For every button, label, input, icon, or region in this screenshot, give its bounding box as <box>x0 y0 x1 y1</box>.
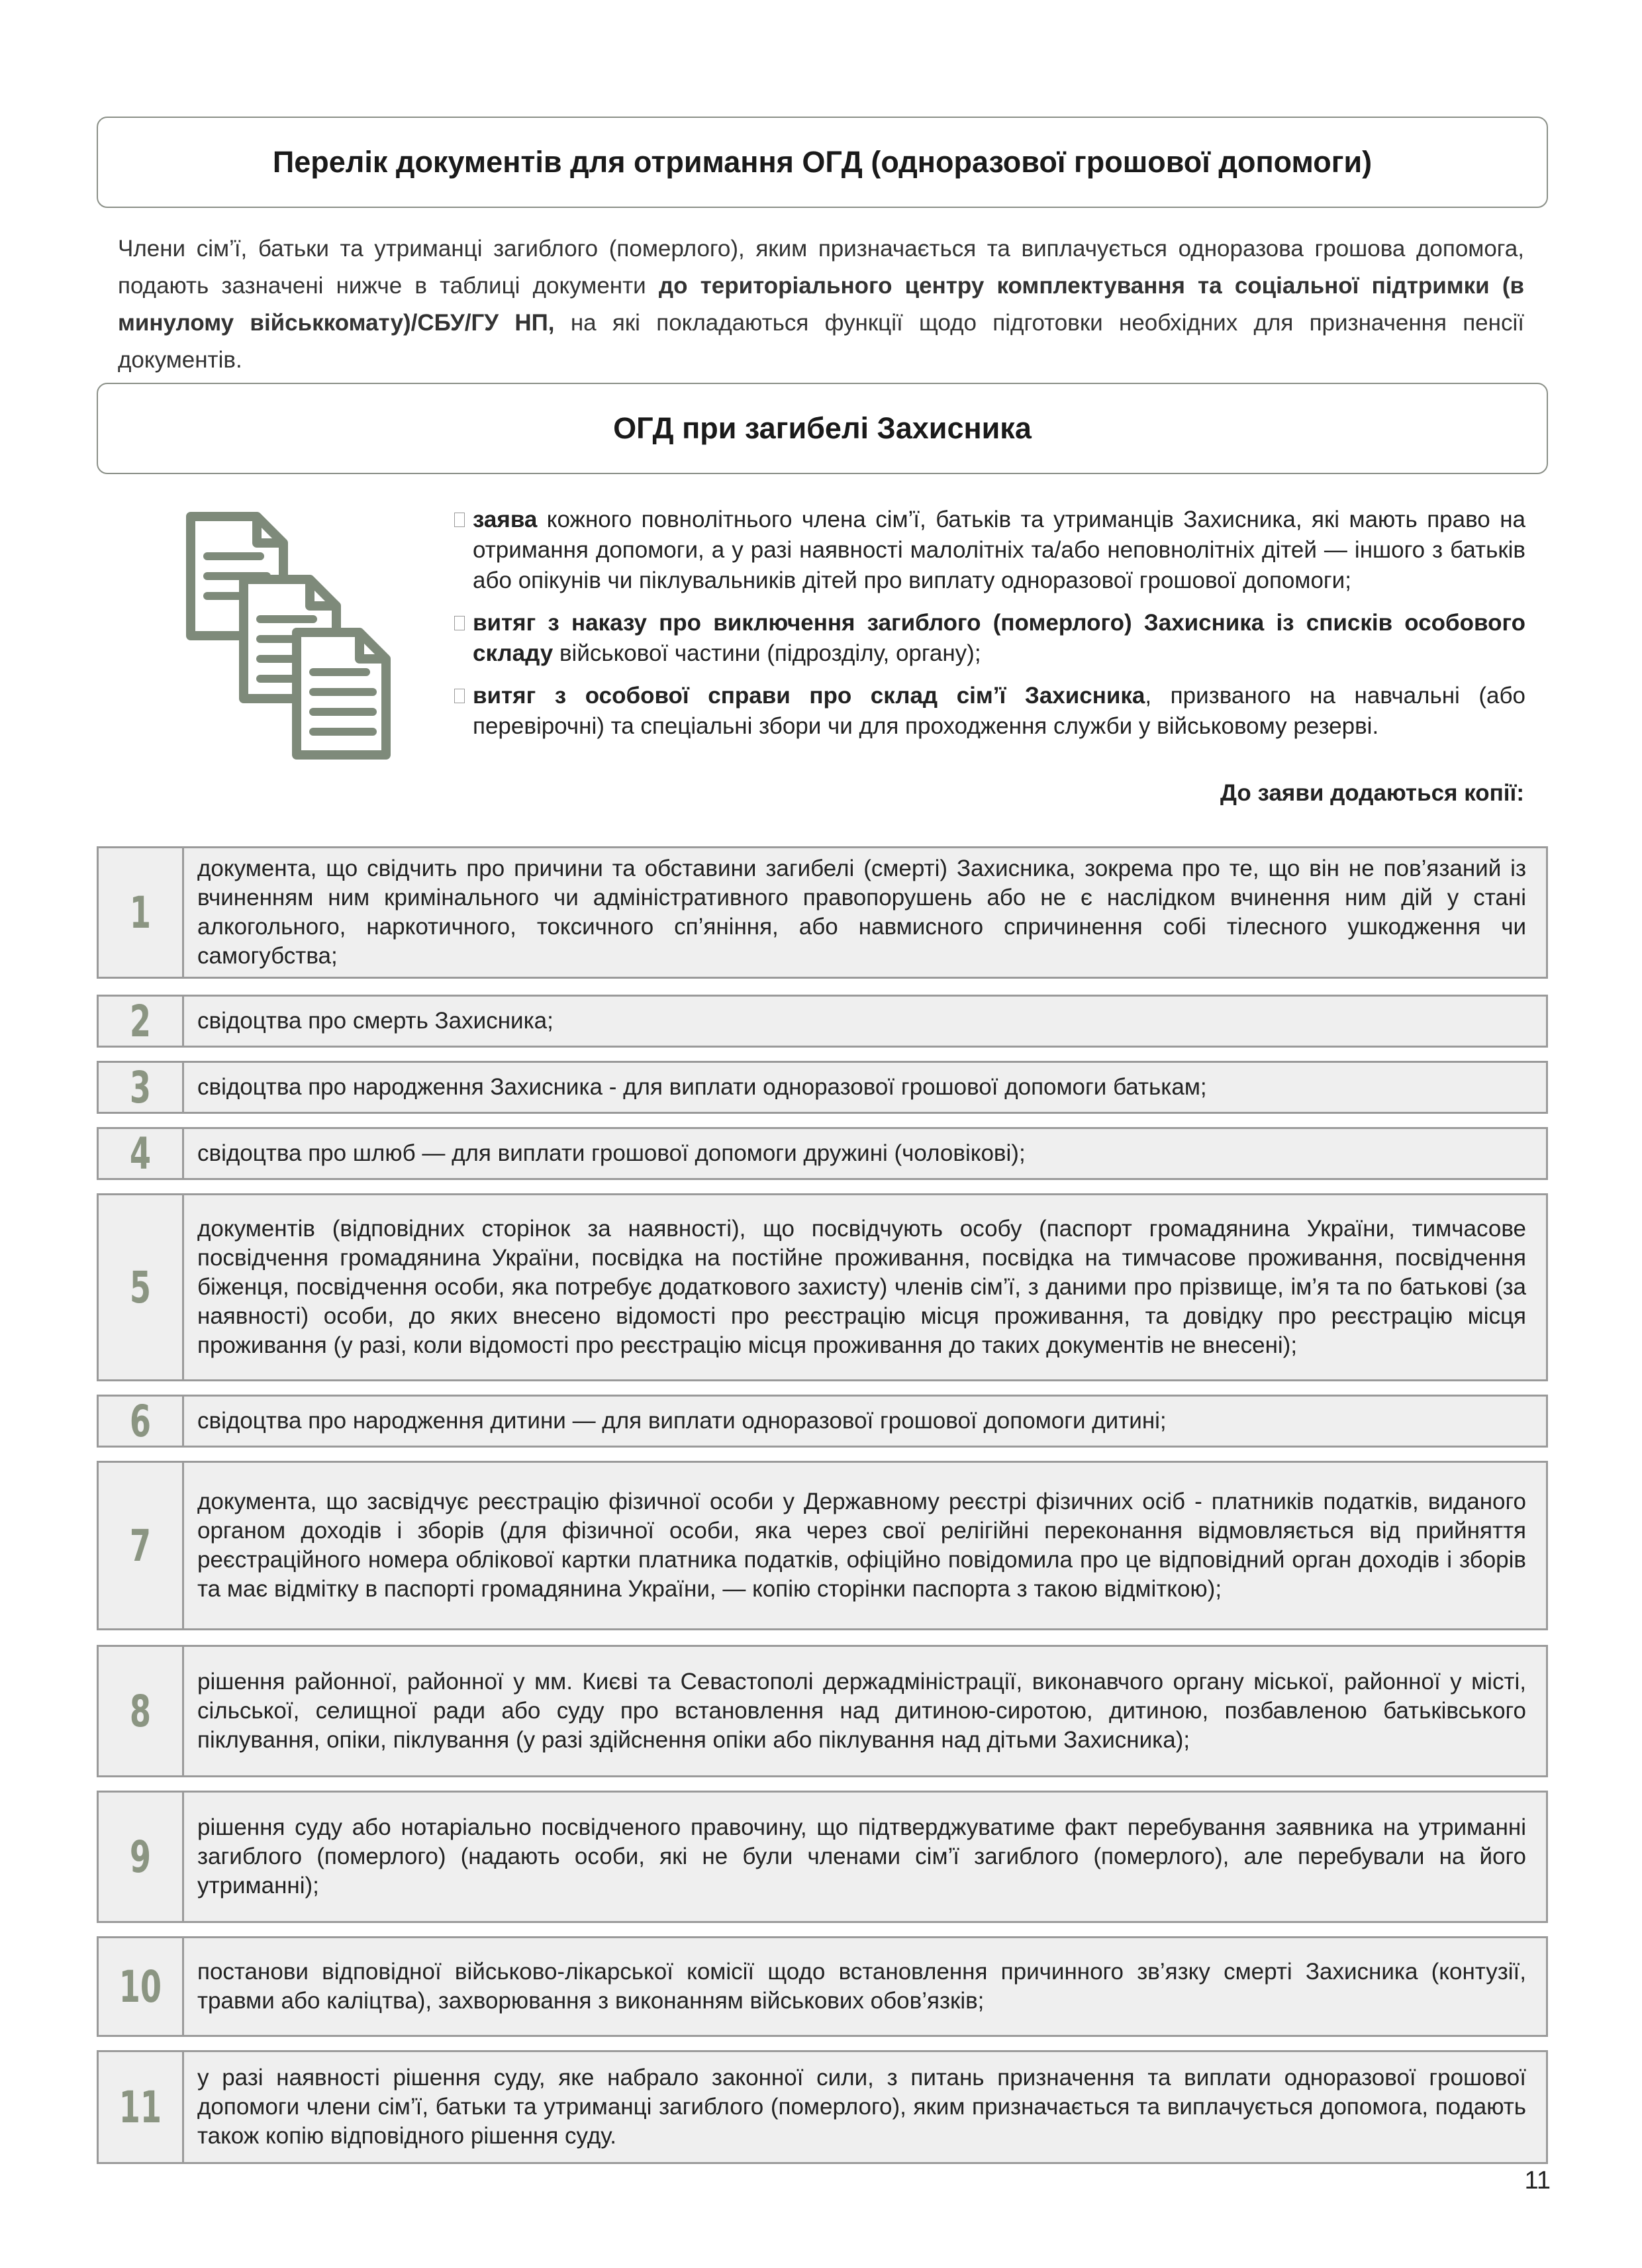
row-text <box>184 1397 1546 1446</box>
row-number-cell <box>99 1129 184 1178</box>
row-text-content: свідоцтва про шлюб — для виплати грошової допомоги дружині (чоловікові); <box>197 1140 1026 1166</box>
row-number: 8 <box>129 1685 152 1737</box>
table-row <box>97 995 1548 1048</box>
table-row <box>97 1193 1548 1381</box>
intro-text-bold: до територіального центру комплектування та соціальної підтримки (в минулому військкомату)/СБУ/ГУ НП, <box>118 273 1524 336</box>
bullet-text: , призваного на навчальні (або перевірочні) та спеціальні збори чи для проходження служби у військовому резерві. <box>473 683 1526 739</box>
row-text-content: рішення районної, районної у мм. Києві та Севастополі держадміністрації, виконавчого органу міської, районної у місті, сільської, селищної ради або суду про встановлення над дитиною-сиротою, дитиною, позбавленою батьківського піклування, опіки, піклування (у разі здійснення опіки або піклування над дітьми Захисника); <box>197 1669 1526 1753</box>
row-number: 5 <box>129 1261 152 1313</box>
table-row <box>97 1461 1548 1630</box>
table-row <box>97 1061 1548 1114</box>
table-row <box>97 1791 1548 1923</box>
table-row <box>97 1395 1548 1448</box>
row-number: 11 <box>119 2081 162 2133</box>
row-number-cell <box>99 1647 184 1775</box>
row-text <box>184 1063 1546 1112</box>
bullet-bold: витяг з особової справи про склад сім’ї Захисника <box>473 683 1145 709</box>
row-text <box>184 1793 1546 1921</box>
title-box <box>97 117 1548 208</box>
row-text <box>184 1195 1546 1379</box>
section-title: ОГД при загибелі Захисника <box>613 411 1032 445</box>
row-text-content: документів (відповідних сторінок за наявності), що посвідчують особу (паспорт громадянина України, тимчасове посвідчення громадянина України, посвідка на постійне проживання, посвідка на тимчасове проживання, посвідчення біженця, посвідчення особи, яка потребує додаткового захисту) членів сім’ї, з даними про прізвище, ім’я та по батькові (за наявності) особи, до яких внесено відомості про реєстрацію місця проживання, та довідку про реєстрацію місця проживання (у разі, коли відомості про реєстрацію місця проживання до таких документів не внесені); <box>197 1216 1526 1358</box>
row-number: 1 <box>129 887 152 938</box>
bullet-bold: заява <box>473 507 538 532</box>
copies-note: До заяви додаються копії: <box>1220 780 1524 806</box>
row-text <box>184 848 1546 977</box>
intro-text-after: на які покладаються функції щодо підготовки необхідних для призначення пенсії документів. <box>118 310 1524 373</box>
row-number-cell <box>99 848 184 977</box>
intro-text-before: Члени сім’ї, батьки та утриманці загиблого (померлого), яким призначається та виплачується одноразова грошова допомога, подають зазначені нижче в таблиці документи <box>118 236 1524 299</box>
bullet-text: військової частини (підрозділу, органу); <box>553 640 981 666</box>
row-number: 7 <box>129 1520 152 1571</box>
row-text <box>184 1938 1546 2035</box>
requirements-list <box>454 505 1525 754</box>
row-number-cell <box>99 1195 184 1379</box>
row-number-cell <box>99 2052 184 2162</box>
documents-icon <box>184 510 396 762</box>
row-text <box>184 997 1546 1046</box>
table-row <box>97 2050 1548 2164</box>
bullet-box-icon <box>454 689 465 703</box>
row-text <box>184 1129 1546 1178</box>
row-number-cell <box>99 1463 184 1628</box>
page-title: Перелік документів для отримання ОГД (одноразової грошової допомоги) <box>272 145 1373 179</box>
row-number: 6 <box>129 1397 152 1446</box>
row-text-content: документа, що засвідчує реєстрацію фізичної особи у Державному реєстрі фізичних осіб - платників податків, виданого органом доходів і зборів (для фізичної особи, яка через свої релігійні переконання відмовляється від прийняття реєстраційного номера облікової картки платника податків, офіційно повідомила про це відповідний орган доходів і зборів та має відмітку в паспорті громадянина України, — копію сторінки паспорта з такою відміткою); <box>197 1489 1526 1602</box>
row-text-content: свідоцтва про народження дитини — для виплати одноразової грошової допомоги дитині; <box>197 1408 1167 1434</box>
row-number-cell <box>99 1793 184 1921</box>
row-number: 9 <box>129 1831 152 1883</box>
row-number-cell <box>99 997 184 1046</box>
bullet-text: кожного повнолітнього члена сім’ї, батьків та утриманців Захисника, які мають право на отримання допомоги, а у разі наявності малолітніх та/або неповнолітніх дітей — іншого з батьків або опікунів чи піклувальників дітей про виплату одноразової грошової допомоги; <box>473 507 1525 593</box>
list-item <box>454 505 1525 596</box>
row-text-content: рішення суду або нотаріально посвідченого правочину, що підтверджуватиме факт перебування заявника на утриманні загиблого (померлого) (надають особи, які не були членами сім’ї загиблого (померлого), але перебували на його утриманні); <box>197 1814 1526 1898</box>
row-text <box>184 2052 1546 2162</box>
section-title-box <box>97 383 1548 474</box>
page-number: 11 <box>1524 2167 1551 2194</box>
row-number: 4 <box>129 1129 152 1178</box>
table-row <box>97 1645 1548 1777</box>
list-item <box>454 681 1525 742</box>
intro-paragraph <box>118 230 1524 379</box>
row-text <box>184 1463 1546 1628</box>
row-text-content: свідоцтва про смерть Захисника; <box>197 1008 554 1034</box>
row-text <box>184 1647 1546 1775</box>
bullet-box-icon <box>454 513 465 527</box>
table-row <box>97 1127 1548 1180</box>
row-number-cell <box>99 1397 184 1446</box>
table-row <box>97 846 1548 979</box>
row-number: 2 <box>129 997 152 1046</box>
row-number-cell <box>99 1063 184 1112</box>
bullet-box-icon <box>454 616 465 630</box>
row-text-content: документа, що свідчить про причини та обставини загибелі (смерті) Захисника, зокрема про те, що він не пов’язаний із вчиненням ним кримінального чи адміністративного правопорушень або не є наслідком вчинення ним дій у стані алкогольного, наркотичного, токсичного сп’яніння, або навмисного спричинення собі тілесного ушкодження чи самогубства; <box>197 856 1526 969</box>
table-row <box>97 1936 1548 2037</box>
row-number-cell <box>99 1938 184 2035</box>
row-number: 3 <box>129 1063 152 1112</box>
row-number: 10 <box>119 1961 162 2012</box>
list-item <box>454 608 1525 669</box>
row-text-content: у разі наявності рішення суду, яке набрало законної сили, з питань призначення та виплати одноразової грошової допомоги члени сім’ї, батьки та утриманці загиблого (померлого), яким призначається та виплачується допомога, подають також копію відповідного рішення суду. <box>197 2065 1526 2149</box>
bullet-bold: витяг з наказу про виключення загиблого (померлого) Захисника із списків особового складу <box>473 610 1525 666</box>
row-text-content: постанови відповідної військово-лікарської комісії щодо встановлення причинного зв’язку смерті Захисника (контузії, травми або каліцтва), захворювання з виконанням військових обов’язків; <box>197 1959 1526 2014</box>
row-text-content: свідоцтва про народження Захисника - для виплати одноразової грошової допомоги батькам; <box>197 1074 1207 1100</box>
